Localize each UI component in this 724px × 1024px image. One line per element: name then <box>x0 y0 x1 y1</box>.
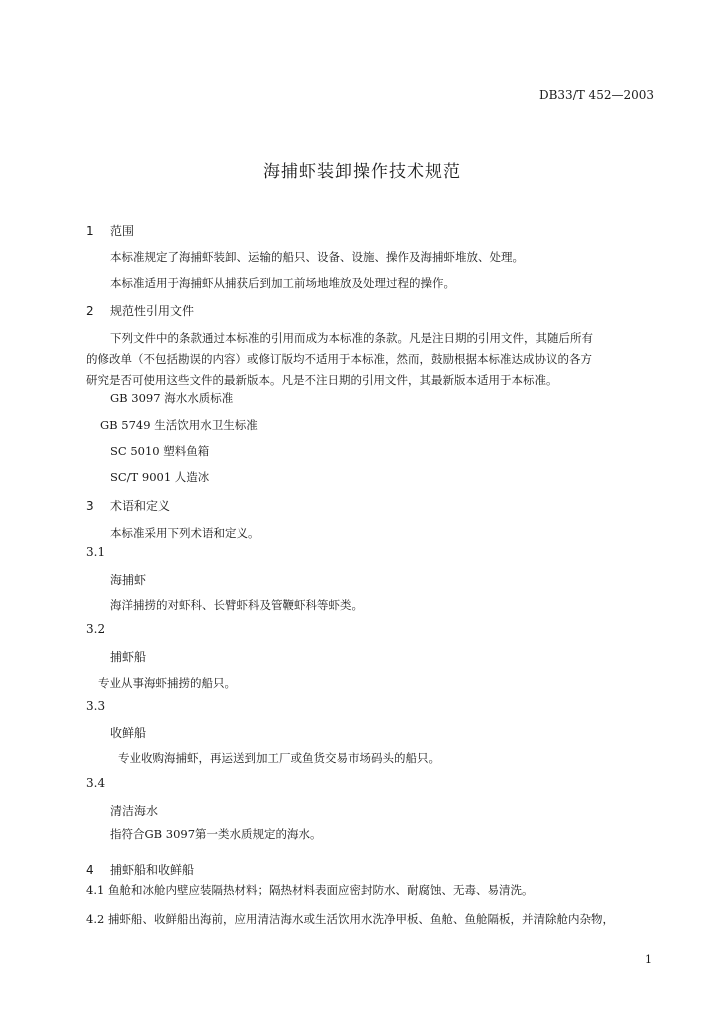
paragraph: 本标准适用于海捕虾从捕获后到加工前场地堆放及处理过程的操作。 <box>110 276 455 290</box>
document-title: 海捕虾装卸操作技术规范 <box>263 162 461 182</box>
reference-item: SC/T 9001 人造冰 <box>110 470 210 484</box>
paragraph-line: 下列文件中的条款通过本标准的引用而成为本标准的条款。凡是注日期的引用文件，其随后所有 <box>110 331 593 345</box>
reference-item: GB 3097 海水水质标准 <box>110 391 234 405</box>
section-2-heading <box>86 302 194 319</box>
standard-code: DB33/T 452—2003 <box>538 88 654 102</box>
section-3-heading <box>86 497 170 514</box>
term-definition: 专业收购海捕虾，再运送到加工厂或鱼货交易市场码头的船只。 <box>118 751 440 765</box>
section-title: 规范性引用文件 <box>110 304 195 318</box>
paragraph: 本标准规定了海捕虾装卸、运输的船只、设备、设施、操作及海捕虾堆放、处理。 <box>110 250 524 264</box>
term-definition: 海洋捕捞的对虾科、长臂虾科及管鞭虾科等虾类。 <box>110 598 363 612</box>
term-number: 3.3 <box>86 699 106 713</box>
section-title: 范围 <box>110 224 135 238</box>
term-number: 3.4 <box>86 776 106 790</box>
section-title: 捕虾船和收鲜船 <box>110 863 195 877</box>
paragraph-line: 研究是否可使用这些文件的最新版本。凡是不注日期的引用文件，其最新版本适用于本标准。 <box>86 373 558 387</box>
section-number: 1 <box>86 224 94 238</box>
term-number: 3.1 <box>86 545 106 559</box>
section-number: 2 <box>86 304 94 318</box>
section-title: 术语和定义 <box>110 499 171 513</box>
term-name: 清洁海水 <box>110 804 159 818</box>
section-4-heading <box>86 861 194 878</box>
paragraph-line: 的修改单（不包括勘误的内容）或修订版均不适用于本标准，然而，鼓励根据本标准达成协议的各方 <box>86 352 592 366</box>
reference-item: SC 5010 塑料鱼箱 <box>110 444 210 458</box>
clause: 4.2 捕虾船、收鲜船出海前，应用清洁海水或生活饮用水洗净甲板、鱼舱、鱼舱隔板，并清除舱内杂物， <box>86 912 614 926</box>
section-1-heading <box>86 222 134 239</box>
term-name: 海捕虾 <box>110 573 147 587</box>
term-definition: 指符合GB 3097第一类水质规定的海水。 <box>110 827 322 841</box>
section-number: 4 <box>86 863 94 877</box>
term-definition: 专业从事海虾捕捞的船只。 <box>98 676 236 690</box>
section-number: 3 <box>86 499 94 513</box>
reference-item: GB 5749 生活饮用水卫生标准 <box>100 418 258 432</box>
term-number: 3.2 <box>86 622 106 636</box>
term-name: 收鲜船 <box>110 726 147 740</box>
page-number: 1 <box>645 953 652 966</box>
clause: 4.1 鱼舱和冰舱内壁应装隔热材料；隔热材料表面应密封防水、耐腐蚀、无毒、易清洗。 <box>86 883 534 897</box>
paragraph: 本标准采用下列术语和定义。 <box>110 526 260 540</box>
term-name: 捕虾船 <box>110 650 147 664</box>
